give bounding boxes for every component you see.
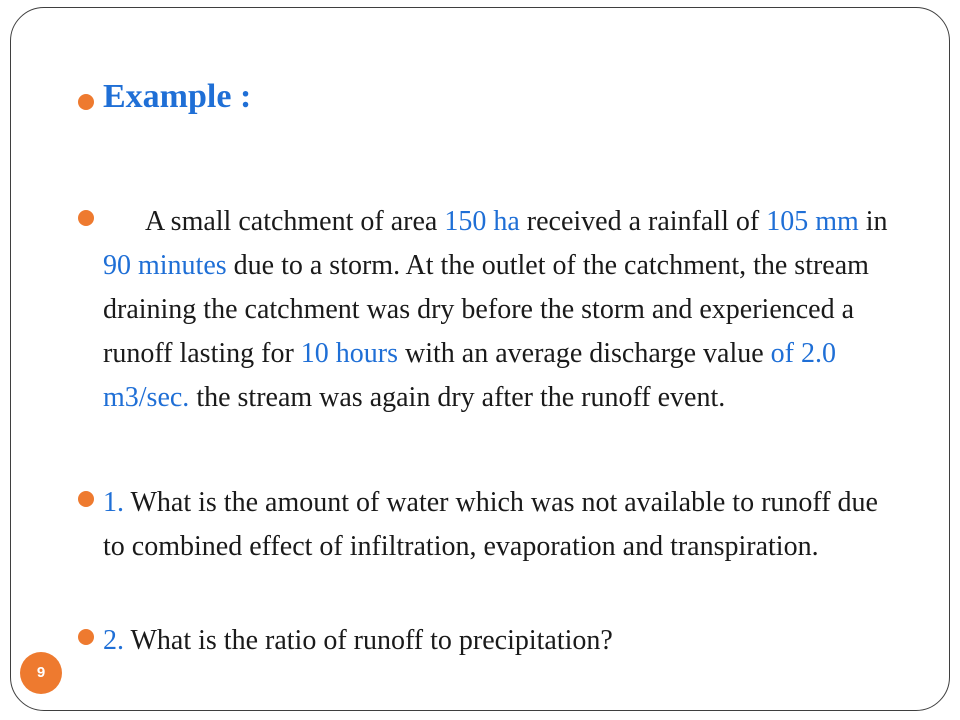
question-number: 1. (103, 487, 124, 518)
page-number-badge: 9 (20, 652, 62, 694)
bullet-dot-icon (78, 491, 94, 507)
bullet-dot-icon (78, 629, 94, 645)
problem-text: A small catchment of area (145, 206, 445, 237)
value-duration: 90 minutes (103, 250, 227, 281)
problem-statement (103, 200, 903, 420)
slide-title: Example : (103, 78, 252, 115)
question-text: What is the amount of water which was not available to runoff due to combined effect of infiltration, evaporation and transpiration. (103, 487, 878, 562)
question-1 (103, 481, 903, 569)
question-number: 2. (103, 625, 124, 656)
question-text: What is the ratio of runoff to precipitation? (124, 625, 613, 656)
value-runoff-time: 10 hours (300, 338, 399, 369)
problem-text: due to a storm. At the outlet of the catchment, the stream draining the catchment was dry before the storm and experienced a runoff lasting for (103, 250, 869, 369)
problem-text: received a rainfall of (519, 206, 767, 237)
value-rainfall: 105 mm (766, 206, 859, 237)
question-2 (103, 619, 903, 663)
problem-text: with an average discharge value (398, 338, 771, 369)
problem-text: the stream was again dry after the runoff event. (189, 382, 726, 413)
problem-text: in (858, 206, 888, 237)
bullet-dot-icon (78, 210, 94, 226)
bullet-dot-icon (78, 94, 94, 110)
value-discharge: of 2.0 m3/sec. (103, 338, 836, 413)
value-area: 150 ha (444, 206, 520, 237)
